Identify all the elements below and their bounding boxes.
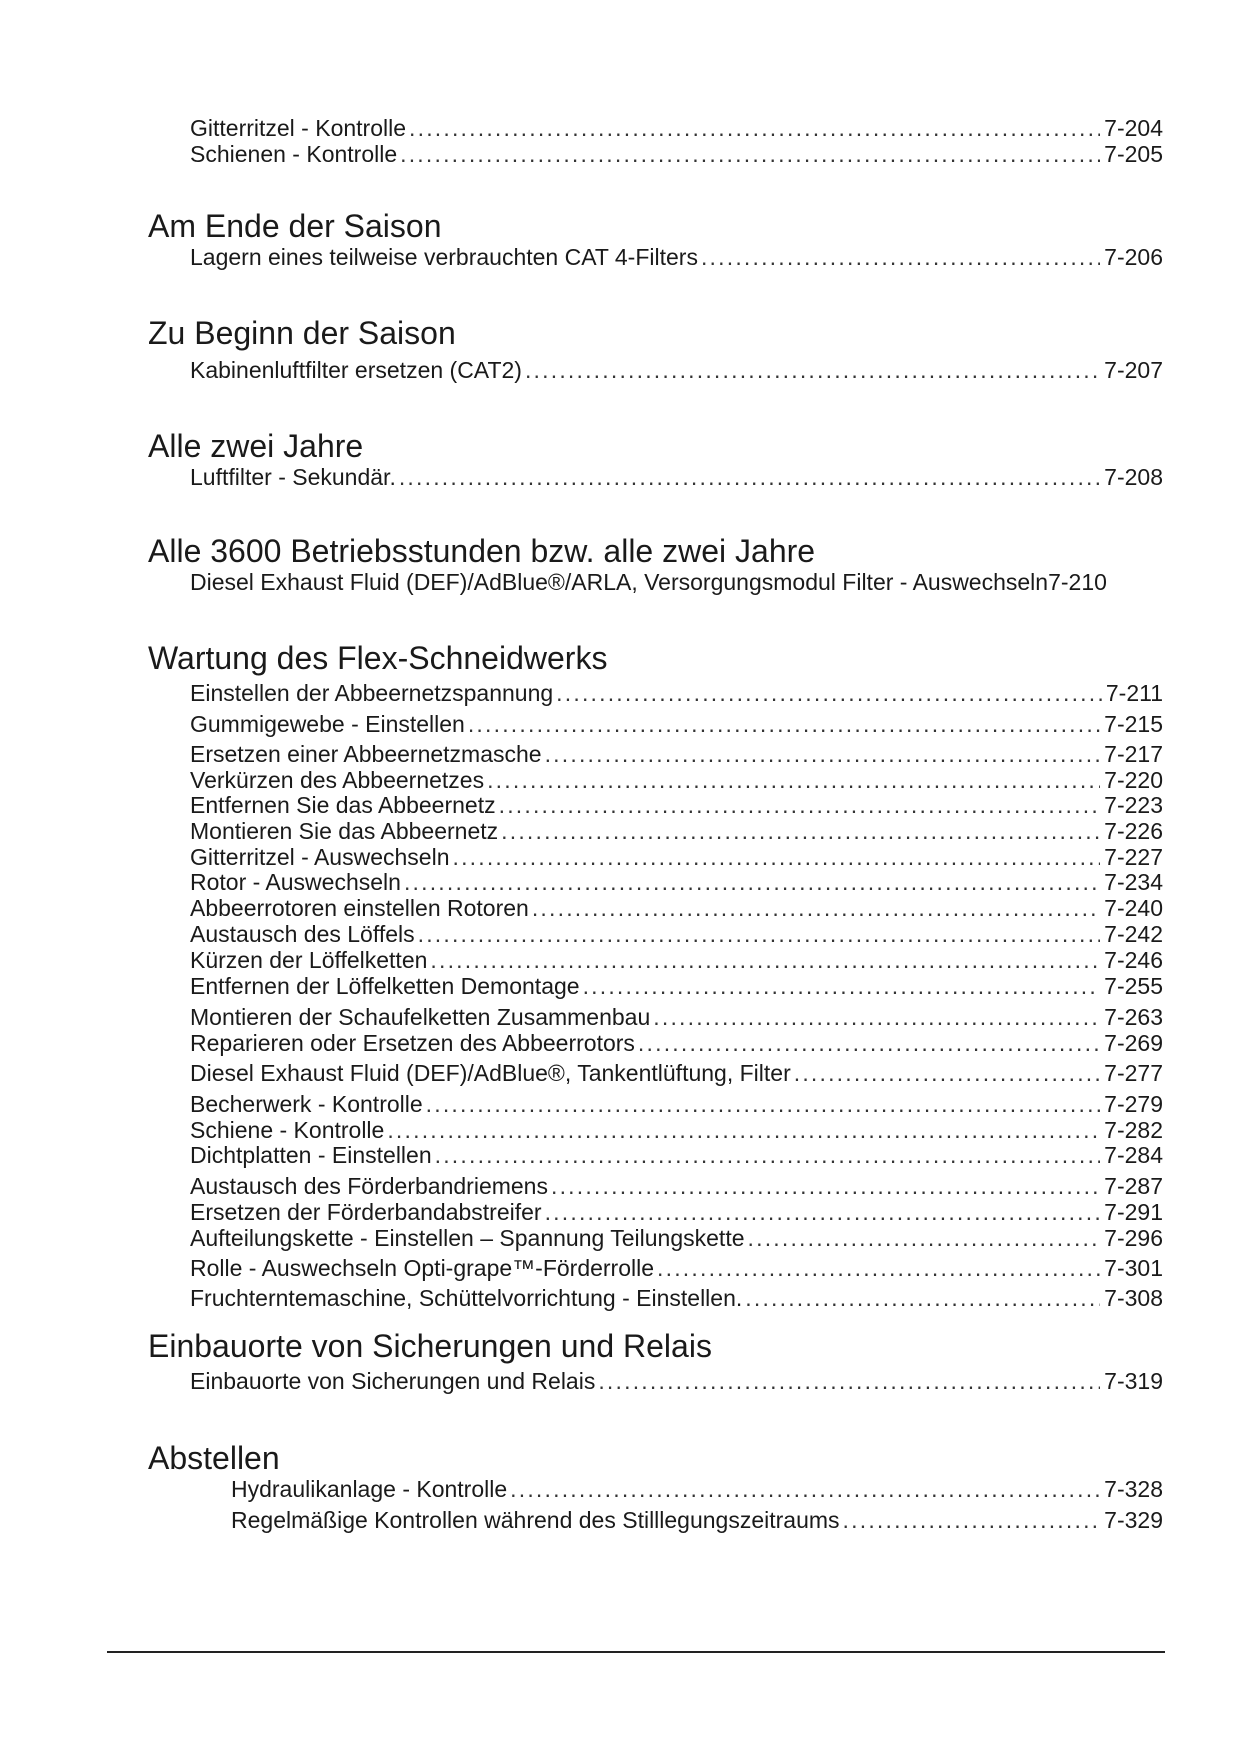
section-heading: Wartung des Flex-Schneidwerks [148, 640, 608, 676]
toc-entry-title: Einstellen der Abbeernetzspannung [190, 680, 554, 706]
toc-entry-title: Luftfilter - Sekundär. [190, 464, 396, 490]
dot-leader [404, 869, 1100, 895]
dot-leader [418, 921, 1101, 947]
toc-entry-page: 7-220 [1104, 767, 1163, 793]
toc-entry-title: Austausch des Löffels [190, 921, 415, 947]
toc-entry-title: Diesel Exhaust Fluid (DEF)/AdBlue®, Tankentlüftung, Filter [190, 1060, 791, 1086]
toc-entry-page: 7-287 [1104, 1173, 1163, 1199]
toc-entry-title: Austausch des Förderbandriemens [190, 1173, 548, 1199]
toc-entry-title: Schienen - Kontrolle [190, 141, 398, 167]
toc-entry-page: 7-226 [1104, 818, 1163, 844]
section-heading: Alle zwei Jahre [148, 428, 364, 464]
toc-entry-title: Ersetzen der Förderbandabstreifer [190, 1199, 542, 1225]
toc-entry-title: Entfernen Sie das Abbeernetz [190, 792, 496, 818]
dot-leader [598, 1368, 1100, 1394]
dot-leader [399, 464, 1100, 490]
dot-leader [583, 973, 1101, 999]
section-heading: Abstellen [148, 1440, 280, 1476]
dot-leader [409, 115, 1100, 141]
toc-entry-title: Lagern eines teilweise verbrauchten CAT 4-Filters [190, 244, 698, 270]
toc-entry[interactable] [190, 680, 1163, 706]
toc-entry[interactable] [190, 869, 1163, 895]
toc-entry[interactable] [190, 244, 1163, 270]
dot-leader [653, 1004, 1100, 1030]
toc-entry-title: Diesel Exhaust Fluid (DEF)/AdBlue®/ARLA, Versorgungsmodul Filter - Auswechseln [190, 569, 1049, 595]
dot-leader [452, 844, 1100, 870]
toc-entry-title: Gitterritzel - Kontrolle [190, 115, 407, 141]
toc-entry[interactable] [190, 115, 1163, 141]
dot-leader [638, 1030, 1100, 1056]
dot-leader [843, 1507, 1101, 1533]
toc-entry-page: 7-284 [1104, 1142, 1163, 1168]
dot-leader [487, 767, 1100, 793]
toc-entry-title: Regelmäßige Kontrollen während des Stilllegungszeitraums [231, 1507, 840, 1533]
toc-entry-page: 7-223 [1104, 792, 1163, 818]
toc-entry-title: Gummigewebe - Einstellen [190, 711, 465, 737]
toc-entry[interactable] [190, 792, 1163, 818]
toc-entry[interactable] [190, 464, 1163, 490]
toc-entry-title: Montieren Sie das Abbeernetz [190, 818, 499, 844]
toc-entry-page: 7-242 [1104, 921, 1163, 947]
toc-entry-page: 7-319 [1104, 1368, 1163, 1394]
section-heading: Am Ende der Saison [148, 208, 442, 244]
toc-entry[interactable] [190, 1368, 1163, 1394]
dot-leader [745, 1285, 1100, 1311]
dot-leader [426, 1091, 1101, 1117]
toc-entry[interactable] [190, 844, 1163, 870]
toc-entry[interactable] [231, 1507, 1163, 1533]
toc-entry-page: 7-215 [1104, 711, 1163, 737]
dot-leader [430, 947, 1100, 973]
toc-entry[interactable] [190, 921, 1163, 947]
toc-entry-title: Rolle - Auswechseln Opti-grape™-Förderrolle [190, 1255, 655, 1281]
toc-entry-page: 7-279 [1104, 1091, 1163, 1117]
toc-entry[interactable] [190, 895, 1163, 921]
toc-entry-page: 7-291 [1104, 1199, 1163, 1225]
section-heading: Alle 3600 Betriebsstunden bzw. alle zwei Jahre [148, 533, 816, 569]
dot-leader [387, 1117, 1100, 1143]
toc-entry-page: 7-207 [1104, 357, 1163, 383]
toc-entry-title: Fruchterntemaschine, Schüttelvorrichtung - Einstellen. [190, 1285, 743, 1311]
toc-entry-title: Einbauorte von Sicherungen und Relais [190, 1368, 596, 1394]
toc-entry-page: 7-227 [1104, 844, 1163, 870]
toc-entry-page: 7-263 [1104, 1004, 1163, 1030]
toc-entry[interactable] [190, 1117, 1163, 1143]
toc-entry-title: Becherwerk - Kontrolle [190, 1091, 423, 1117]
toc-entry[interactable] [190, 141, 1163, 167]
toc-entry-page: 7-204 [1104, 115, 1163, 141]
toc-entry[interactable] [190, 1091, 1163, 1117]
toc-entry-page: 7-308 [1104, 1285, 1163, 1311]
toc-entry[interactable] [190, 1060, 1163, 1086]
toc-entry[interactable] [190, 1173, 1163, 1199]
toc-entry-page: 7-234 [1104, 869, 1163, 895]
toc-entry[interactable] [231, 1476, 1163, 1502]
toc-entry-title: Ersetzen einer Abbeernetzmasche [190, 741, 542, 767]
toc-entry[interactable] [190, 1142, 1163, 1168]
toc-entry[interactable] [190, 818, 1163, 844]
toc-entry-title: Montieren der Schaufelketten Zusammenbau [190, 1004, 651, 1030]
toc-entry[interactable] [190, 741, 1163, 767]
toc-entry-page: 7-210 [1048, 569, 1107, 595]
dot-leader [545, 741, 1101, 767]
toc-entry[interactable] [190, 1004, 1163, 1030]
toc-entry[interactable] [190, 569, 1163, 595]
toc-entry-page: 7-282 [1104, 1117, 1163, 1143]
toc-entry-page: 7-205 [1104, 141, 1163, 167]
toc-entry-page: 7-329 [1104, 1507, 1163, 1533]
toc-entry[interactable] [190, 1285, 1163, 1311]
toc-entry[interactable] [190, 947, 1163, 973]
dot-leader [510, 1476, 1100, 1502]
toc-entry-title: Rotor - Auswechseln [190, 869, 401, 895]
dot-leader [468, 711, 1100, 737]
toc-entry[interactable] [190, 767, 1163, 793]
toc-entry-page: 7-301 [1104, 1255, 1163, 1281]
toc-entry-page: 7-246 [1104, 947, 1163, 973]
dot-leader [551, 1173, 1100, 1199]
toc-entry-title: Abbeerrotoren einstellen Rotoren [190, 895, 529, 921]
toc-entry-page: 7-211 [1105, 680, 1163, 706]
footer-rule [107, 1651, 1165, 1653]
dot-leader [400, 141, 1100, 167]
section-heading: Zu Beginn der Saison [148, 315, 456, 351]
toc-entry[interactable] [190, 1199, 1163, 1225]
toc-entry[interactable] [190, 973, 1163, 999]
toc-entry-page: 7-206 [1104, 244, 1163, 270]
dot-leader [435, 1142, 1101, 1168]
dot-leader [556, 680, 1102, 706]
toc-entry[interactable] [190, 711, 1163, 737]
toc-entry[interactable] [190, 1030, 1163, 1056]
toc-entry-title: Verkürzen des Abbeernetzes [190, 767, 485, 793]
toc-entry-title: Entfernen der Löffelketten Demontage [190, 973, 580, 999]
toc-entry-title: Kürzen der Löffelketten [190, 947, 428, 973]
toc-entry[interactable] [190, 1225, 1163, 1251]
dot-leader [657, 1255, 1100, 1281]
toc-entry-title: Gitterritzel - Auswechseln [190, 844, 450, 870]
toc-entry-title: Kabinenluftfilter ersetzen (CAT2) [190, 357, 522, 383]
toc-entry-title: Aufteilungskette - Einstellen – Spannung Teilungskette [190, 1225, 745, 1251]
toc-entry-page: 7-296 [1104, 1225, 1163, 1251]
dot-leader [501, 818, 1100, 844]
dot-leader [748, 1225, 1101, 1251]
toc-entry-page: 7-217 [1104, 741, 1163, 767]
toc-entry-title: Hydraulikanlage - Kontrolle [231, 1476, 508, 1502]
toc-entry-title: Reparieren oder Ersetzen des Abbeerrotors [190, 1030, 635, 1056]
dot-leader [794, 1060, 1100, 1086]
dot-leader [545, 1199, 1101, 1225]
dot-leader [525, 357, 1100, 383]
toc-entry-page: 7-277 [1104, 1060, 1163, 1086]
toc-entry-title: Dichtplatten - Einstellen [190, 1142, 432, 1168]
toc-entry-page: 7-240 [1104, 895, 1163, 921]
dot-leader [701, 244, 1100, 270]
dot-leader [499, 792, 1101, 818]
toc-entry[interactable] [190, 357, 1163, 383]
toc-entry-page: 7-255 [1104, 973, 1163, 999]
section-heading: Einbauorte von Sicherungen und Relais [148, 1328, 712, 1364]
toc-entry-title: Schiene - Kontrolle [190, 1117, 385, 1143]
toc-entry-page: 7-328 [1104, 1476, 1163, 1502]
dot-leader [532, 895, 1100, 921]
toc-entry-page: 7-269 [1104, 1030, 1163, 1056]
toc-entry-page: 7-208 [1104, 464, 1163, 490]
toc-entry[interactable] [190, 1255, 1163, 1281]
